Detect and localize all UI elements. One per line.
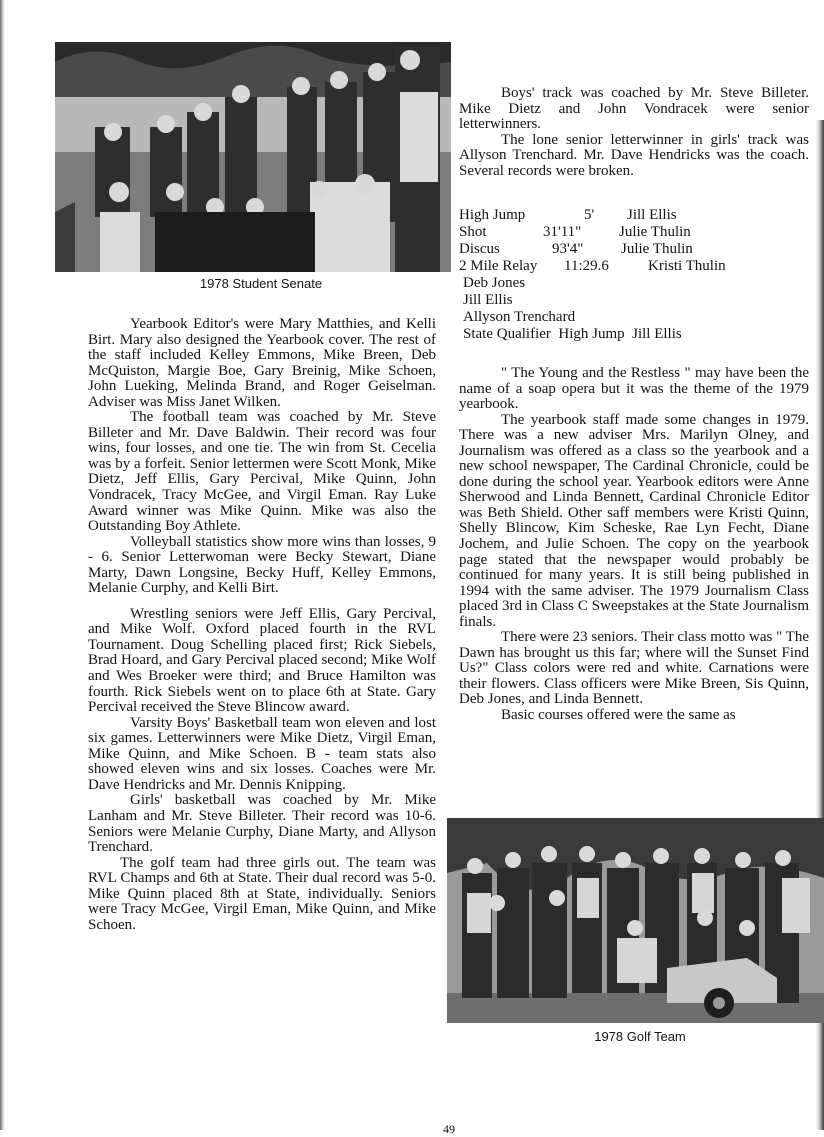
state-qualifier: State Qualifier High Jump Jill Ellis — [463, 326, 682, 342]
relay-member: Allyson Trenchard — [463, 309, 576, 325]
record-name: Julie Thulin — [619, 224, 691, 240]
record-row — [459, 207, 809, 224]
football-paragraph: The football team was coached by Mr. Steve Billeter and Mr. Dave Baldwin. Their record was four wins, four losses, and one tie. The win from St. Cecelia was by a forfeit. Senior lettermen were Scott Monk, Mike Dietz, Jeff Ellis, Gary Percival, Mike Quinn, John Vondracek, Tracy McGee, and Virgil Eman. Ray Luke Award winner was Mike Quinn. Mike was also the Outstanding Boy Athlete. — [88, 409, 436, 535]
boys-basketball-paragraph: Varsity Boys' Basketball team won eleven and lost six games. Letterwinners were Mike Dietz, Virgil Eman, Mike Quinn, and Mike Schoen. B - team stats also showed eleven wins and six losses. Coaches were Mr. Dave Hendricks and Mr. Dennis Knipping. — [88, 714, 436, 793]
record-row — [459, 258, 809, 275]
record-row — [459, 224, 809, 241]
boys-track-paragraph: Boys' track was coached by Mr. Steve Billeter. Mike Dietz and John Vondracek were senior letterwinners. — [459, 85, 809, 133]
right-column-text — [459, 366, 809, 724]
record-name: Kristi Thulin — [648, 258, 726, 274]
relay-member: Deb Jones — [463, 275, 526, 291]
photo-caption: 1978 Student Senate — [199, 276, 323, 291]
record-mark: 93'4" — [552, 241, 584, 257]
record-event: Discus — [459, 241, 500, 257]
girls-track-paragraph: The lone senior letterwinner in girls' track was Allyson Trenchard. Mr. Dave Hendricks was the coach. Several records were broken. — [459, 131, 809, 179]
left-column-text — [88, 317, 436, 933]
record-mark: 5' — [584, 207, 595, 223]
record-name: Jill Ellis — [627, 207, 677, 223]
courses-paragraph: Basic courses offered were the same as — [501, 707, 736, 724]
golf-paragraph: The golf team had three girls out. The team was RVL Champs and 6th at State. Their dual record was 5-0. Mike Quinn placed 8th at State, individually. Seniors were Tracy McGee, Virgil Eman, Mike Quinn, and Mike Schoen. — [88, 854, 436, 933]
theme-paragraph: " The Young and the Restless " may have been the name of a soap opera but it was the theme of the 1979 yearbook. — [459, 365, 809, 413]
photo-caption: 1978 Golf Team — [594, 1029, 686, 1044]
record-event: High Jump — [459, 207, 526, 223]
student-senate-photo — [55, 42, 451, 272]
record-mark: 11:29.6 — [564, 258, 609, 274]
journalism-paragraph: The yearbook staff made some changes in 1979. There was a new adviser Mrs. Marilyn Olney, and Journalism was offered as a class so the yearbook and a new school newspaper, The Cardinal Chronicle, could be done during the school year. Yearbook editors were Anne Sherwood and Linda Bennett, Cardinal Chronicle Editor was Beth Shield. Other saff members were Kristi Quinn, Shelly Blincow, Kim Scheske, Rae Lyn Fecht, Diane Jochem, and Julie Schoen. The copy on the yearbook page stated that the newspaper would probably be continued for many years. It is still being published in 1994 with the same adviser. The 1979 Journalism Class placed 3rd in Class C Sweepstakes at the State Journalism finals. — [459, 411, 809, 630]
track-text — [459, 86, 809, 179]
record-row — [459, 241, 809, 258]
record-name: Julie Thulin — [621, 241, 693, 257]
page-number: 49 — [443, 1122, 455, 1136]
page-binding-edge — [0, 0, 5, 1130]
golf-team-photo — [447, 818, 824, 1023]
record-mark: 31'11" — [543, 224, 582, 240]
track-records — [459, 207, 809, 343]
relay-member: Jill Ellis — [463, 292, 513, 308]
volleyball-paragraph: Volleyball statistics show more wins than losses, 9 - 6. Senior Letterwoman were Becky Stewart, Diane Marty, Dawn Longsine, Becky Huff, Kelley Emmons, Melanie Curphy, and Kelli Birt. — [88, 533, 436, 597]
seniors-paragraph: There were 23 seniors. Their class motto was " The Dawn has brought us this far; where will the Sunset Find Us?" Class colors were red and white. Carnations were their flowers. Class officers were Mike Breen, Sis Quinn, Deb Jones, and Linda Bennett. — [459, 629, 809, 708]
record-event: Shot — [459, 224, 487, 240]
yearbook-paragraph: Yearbook Editor's were Mary Matthies, and Kelli Birt. Mary also designed the Yearbook cover. The rest of the staff included Kelley Emmons, Mike Breen, Deb McQuiston, Margie Boe, Gary Breinig, Mike Schoen, John Lueking, Melinda Brand, and Roger Geiselman. Adviser was Miss Janet Wilken. — [88, 316, 436, 410]
girls-basketball-paragraph: Girls' basketball was coached by Mr. Mike Lanham and Mr. Steve Billeter. Their record was 10-6. Seniors were Melanie Curphy, Diane Marty, and Allyson Trenchard. — [88, 792, 436, 856]
record-event: 2 Mile Relay — [459, 258, 538, 274]
wrestling-paragraph: Wrestling seniors were Jeff Ellis, Gary Percival, and Mike Wolf. Oxford placed fourth in the RVL Tournament. Doug Schelling placed first; Rick Siebels, Brad Hoard, and Gary Percival placed second; Mike Wolf and Wes Broeker were third; and Bruce Hamilton was fourth. Rick Siebels went on to place 6th at State. Gary Percival received the Steve Blincow award. — [88, 605, 436, 716]
